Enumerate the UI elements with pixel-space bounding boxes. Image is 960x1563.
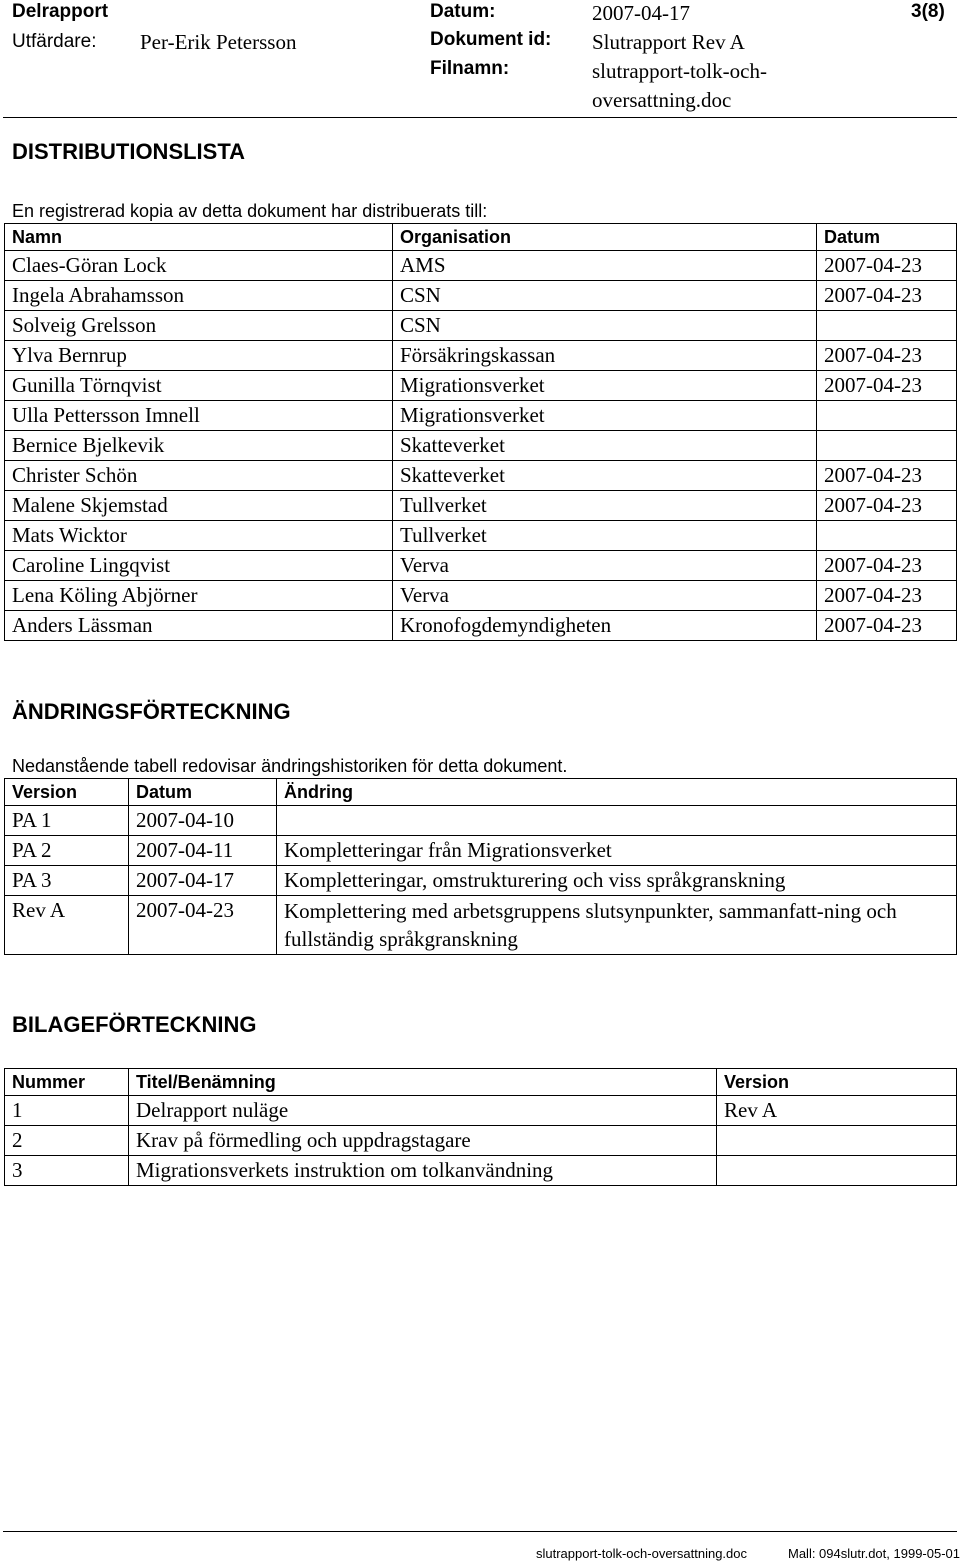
filename-label: Filnamn: (430, 58, 510, 79)
table-cell: Kompletteringar från Migrationsverket (277, 836, 957, 866)
table-row (5, 461, 957, 491)
table-cell: Migrationsverket (393, 401, 817, 431)
table-cell: Migrationsverkets instruktion om tolkanvändning (129, 1156, 717, 1186)
doc-id-value: Slutrapport Rev A (592, 30, 745, 54)
table-cell: Anders Lässman (5, 611, 393, 641)
table-row (5, 401, 957, 431)
distribution-intro: En registrerad kopia av detta dokument har distribuerats till: (12, 201, 488, 221)
changes-intro: Nedanstående tabell redovisar ändringshistoriken för detta dokument. (12, 756, 568, 776)
column-header: Namn (5, 224, 393, 251)
table-cell (817, 401, 957, 431)
table-cell: 2007-04-23 (817, 341, 957, 371)
table-cell: Ylva Bernrup (5, 341, 393, 371)
table-cell (277, 806, 957, 836)
table-row (5, 251, 957, 281)
table-row (5, 491, 957, 521)
table-cell: 1 (5, 1096, 129, 1126)
table-row (5, 806, 957, 836)
table-cell (717, 1126, 957, 1156)
table-cell: Försäkringskassan (393, 341, 817, 371)
table-cell: Malene Skjemstad (5, 491, 393, 521)
table-row (5, 896, 957, 955)
table-cell: 2007-04-23 (817, 491, 957, 521)
table-cell: Ingela Abrahamsson (5, 281, 393, 311)
table-header-row (5, 1069, 957, 1096)
column-header: Organisation (393, 224, 817, 251)
date-label: Datum: (430, 1, 496, 22)
table-cell (817, 311, 957, 341)
table-cell: Gunilla Törnqvist (5, 371, 393, 401)
table-header-row (5, 779, 957, 806)
changes-title: ÄNDRINGSFÖRTECKNING (12, 699, 291, 724)
table-cell: Skatteverket (393, 461, 817, 491)
table-cell: 2007-04-23 (817, 371, 957, 401)
table-cell: 2007-04-10 (129, 806, 277, 836)
table-cell: Claes-Göran Lock (5, 251, 393, 281)
table-cell: 2007-04-23 (817, 581, 957, 611)
table-cell: 3 (5, 1156, 129, 1186)
page-number: 3(8) (911, 1, 945, 22)
filename-value-line1: slutrapport-tolk-och- (592, 59, 767, 83)
column-header: Datum (129, 779, 277, 806)
column-header: Nummer (5, 1069, 129, 1096)
table-row (5, 866, 957, 896)
footer-filename: slutrapport-tolk-och-oversattning.doc (536, 1546, 747, 1561)
table-cell: Christer Schön (5, 461, 393, 491)
distribution-title: DISTRIBUTIONSLISTA (12, 139, 246, 164)
table-cell: 2007-04-23 (129, 896, 277, 955)
table-row (5, 431, 957, 461)
table-cell: Verva (393, 551, 817, 581)
table-cell: Skatteverket (393, 431, 817, 461)
table-cell: 2007-04-17 (129, 866, 277, 896)
table-cell: 2007-04-23 (817, 611, 957, 641)
distribution-table (4, 223, 957, 641)
table-cell: Komplettering med arbetsgruppens slutsynpunkter, sammanfatt-ning och fullständig språkgranskning (277, 896, 957, 955)
table-cell: Tullverket (393, 491, 817, 521)
table-cell: Bernice Bjelkevik (5, 431, 393, 461)
table-row (5, 581, 957, 611)
attachments-title: BILAGEFÖRTECKNING (12, 1012, 257, 1037)
table-cell: Kompletteringar, omstrukturering och viss språkgranskning (277, 866, 957, 896)
table-cell (817, 431, 957, 461)
table-cell: CSN (393, 281, 817, 311)
table-row (5, 551, 957, 581)
table-cell: Krav på förmedling och uppdragstagare (129, 1126, 717, 1156)
table-row (5, 1096, 957, 1126)
table-cell: Tullverket (393, 521, 817, 551)
table-cell: Rev A (717, 1096, 957, 1126)
table-cell: 2007-04-23 (817, 551, 957, 581)
issuer-label: Utfärdare: (12, 31, 97, 52)
doc-id-label: Dokument id: (430, 29, 552, 50)
table-cell: Caroline Lingqvist (5, 551, 393, 581)
table-row (5, 1126, 957, 1156)
filename-value-line2: oversattning.doc (592, 88, 732, 112)
table-cell: Ulla Pettersson Imnell (5, 401, 393, 431)
table-cell: 2007-04-11 (129, 836, 277, 866)
table-row (5, 371, 957, 401)
table-row (5, 341, 957, 371)
table-cell: Migrationsverket (393, 371, 817, 401)
table-cell: Kronofogdemyndigheten (393, 611, 817, 641)
table-row (5, 281, 957, 311)
column-header: Version (717, 1069, 957, 1096)
footer-divider (3, 1531, 957, 1532)
changes-table (4, 778, 957, 955)
table-cell: 2007-04-23 (817, 461, 957, 491)
table-cell (817, 521, 957, 551)
table-cell: Lena Köling Abjörner (5, 581, 393, 611)
table-cell: PA 3 (5, 866, 129, 896)
table-row (5, 521, 957, 551)
issuer-value: Per-Erik Petersson (140, 30, 297, 54)
doc-type: Delrapport (12, 1, 109, 22)
table-cell: Verva (393, 581, 817, 611)
table-cell: PA 1 (5, 806, 129, 836)
table-cell: Solveig Grelsson (5, 311, 393, 341)
date-value: 2007-04-17 (592, 1, 690, 25)
table-cell: AMS (393, 251, 817, 281)
table-cell: Delrapport nuläge (129, 1096, 717, 1126)
column-header: Titel/Benämning (129, 1069, 717, 1096)
table-cell: 2007-04-23 (817, 281, 957, 311)
table-row (5, 311, 957, 341)
table-header-row (5, 224, 957, 251)
table-cell: PA 2 (5, 836, 129, 866)
table-cell: Rev A (5, 896, 129, 955)
column-header: Ändring (277, 779, 957, 806)
table-cell: 2 (5, 1126, 129, 1156)
table-row (5, 1156, 957, 1186)
table-cell (717, 1156, 957, 1186)
table-cell: CSN (393, 311, 817, 341)
table-cell: 2007-04-23 (817, 251, 957, 281)
table-row (5, 836, 957, 866)
attachments-table (4, 1068, 957, 1186)
table-cell: Mats Wicktor (5, 521, 393, 551)
footer-template: Mall: 094slutr.dot, 1999-05-01 (788, 1546, 960, 1561)
column-header: Version (5, 779, 129, 806)
column-header: Datum (817, 224, 957, 251)
table-row (5, 611, 957, 641)
header-divider (3, 117, 957, 118)
